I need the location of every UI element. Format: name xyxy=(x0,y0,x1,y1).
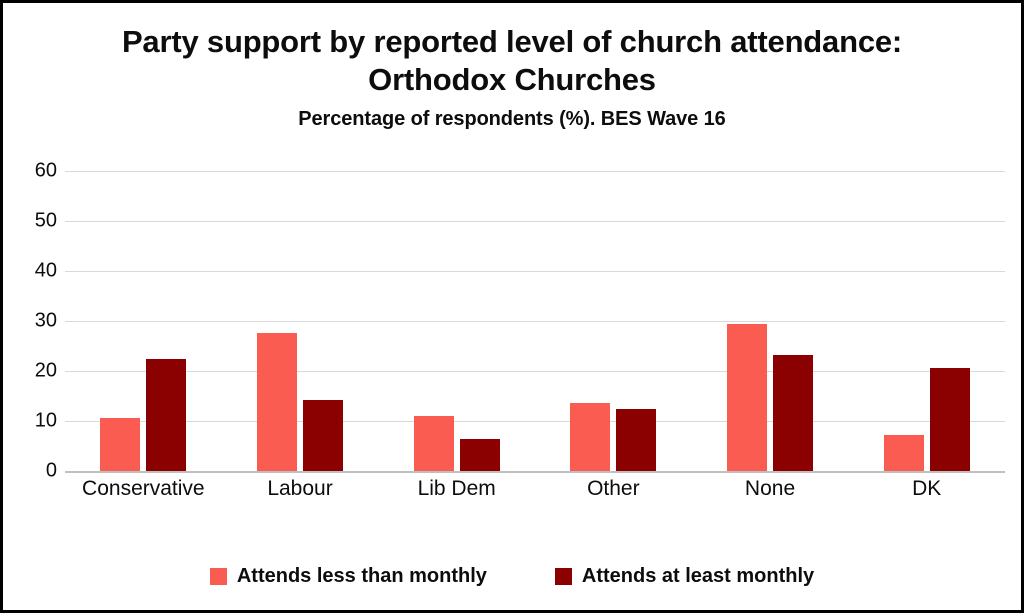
y-axis-tick-label: 10 xyxy=(34,409,57,432)
x-axis-tick-label: DK xyxy=(912,477,942,500)
bar-group xyxy=(535,171,692,471)
y-axis-tick-label: 20 xyxy=(34,359,57,382)
legend-swatch xyxy=(555,568,572,585)
legend-item[interactable] xyxy=(555,565,814,588)
plot-area xyxy=(65,171,1005,473)
y-axis-tick-label: 40 xyxy=(34,259,57,282)
plot-wrapper xyxy=(3,159,1024,500)
bar-group xyxy=(848,171,1005,471)
bar-group xyxy=(692,171,849,471)
title-block xyxy=(3,23,1021,131)
legend-item[interactable] xyxy=(210,565,487,588)
y-axis-tick-label: 0 xyxy=(45,459,57,482)
x-axis xyxy=(65,477,1005,501)
x-axis-tick-label: Labour xyxy=(267,477,333,500)
y-axis xyxy=(3,159,65,482)
x-axis-tick-label: Lib Dem xyxy=(417,477,496,500)
bar-group xyxy=(378,171,535,471)
bar-group xyxy=(222,171,379,471)
legend xyxy=(3,565,1021,588)
bar-group xyxy=(65,171,222,471)
bar xyxy=(930,368,970,471)
legend-swatch xyxy=(210,568,227,585)
bar xyxy=(460,439,500,471)
bar xyxy=(303,400,343,471)
y-axis-tick-label: 30 xyxy=(34,309,57,332)
bar xyxy=(100,418,140,472)
y-axis-tick-label: 50 xyxy=(34,209,57,232)
bar xyxy=(414,416,454,472)
bar xyxy=(884,435,924,471)
x-axis-tick-label: Conservative xyxy=(82,477,205,500)
y-axis-tick-label: 60 xyxy=(34,159,57,182)
page-title: Party support by reported level of church attendance: Orthodox Churches xyxy=(121,24,903,97)
bar xyxy=(727,324,767,471)
legend-label: Attends less than monthly xyxy=(236,565,487,587)
x-axis-tick-label: Other xyxy=(587,477,640,500)
legend-label: Attends at least monthly xyxy=(581,565,815,587)
bar xyxy=(616,409,656,471)
bar xyxy=(773,355,813,472)
bars-layer xyxy=(65,171,1005,471)
chart-subtitle: Percentage of respondents (%). BES Wave 16 xyxy=(298,107,726,130)
bar xyxy=(146,359,186,471)
bar xyxy=(257,333,297,472)
x-axis-tick-label: None xyxy=(744,477,796,500)
bar xyxy=(570,403,610,472)
